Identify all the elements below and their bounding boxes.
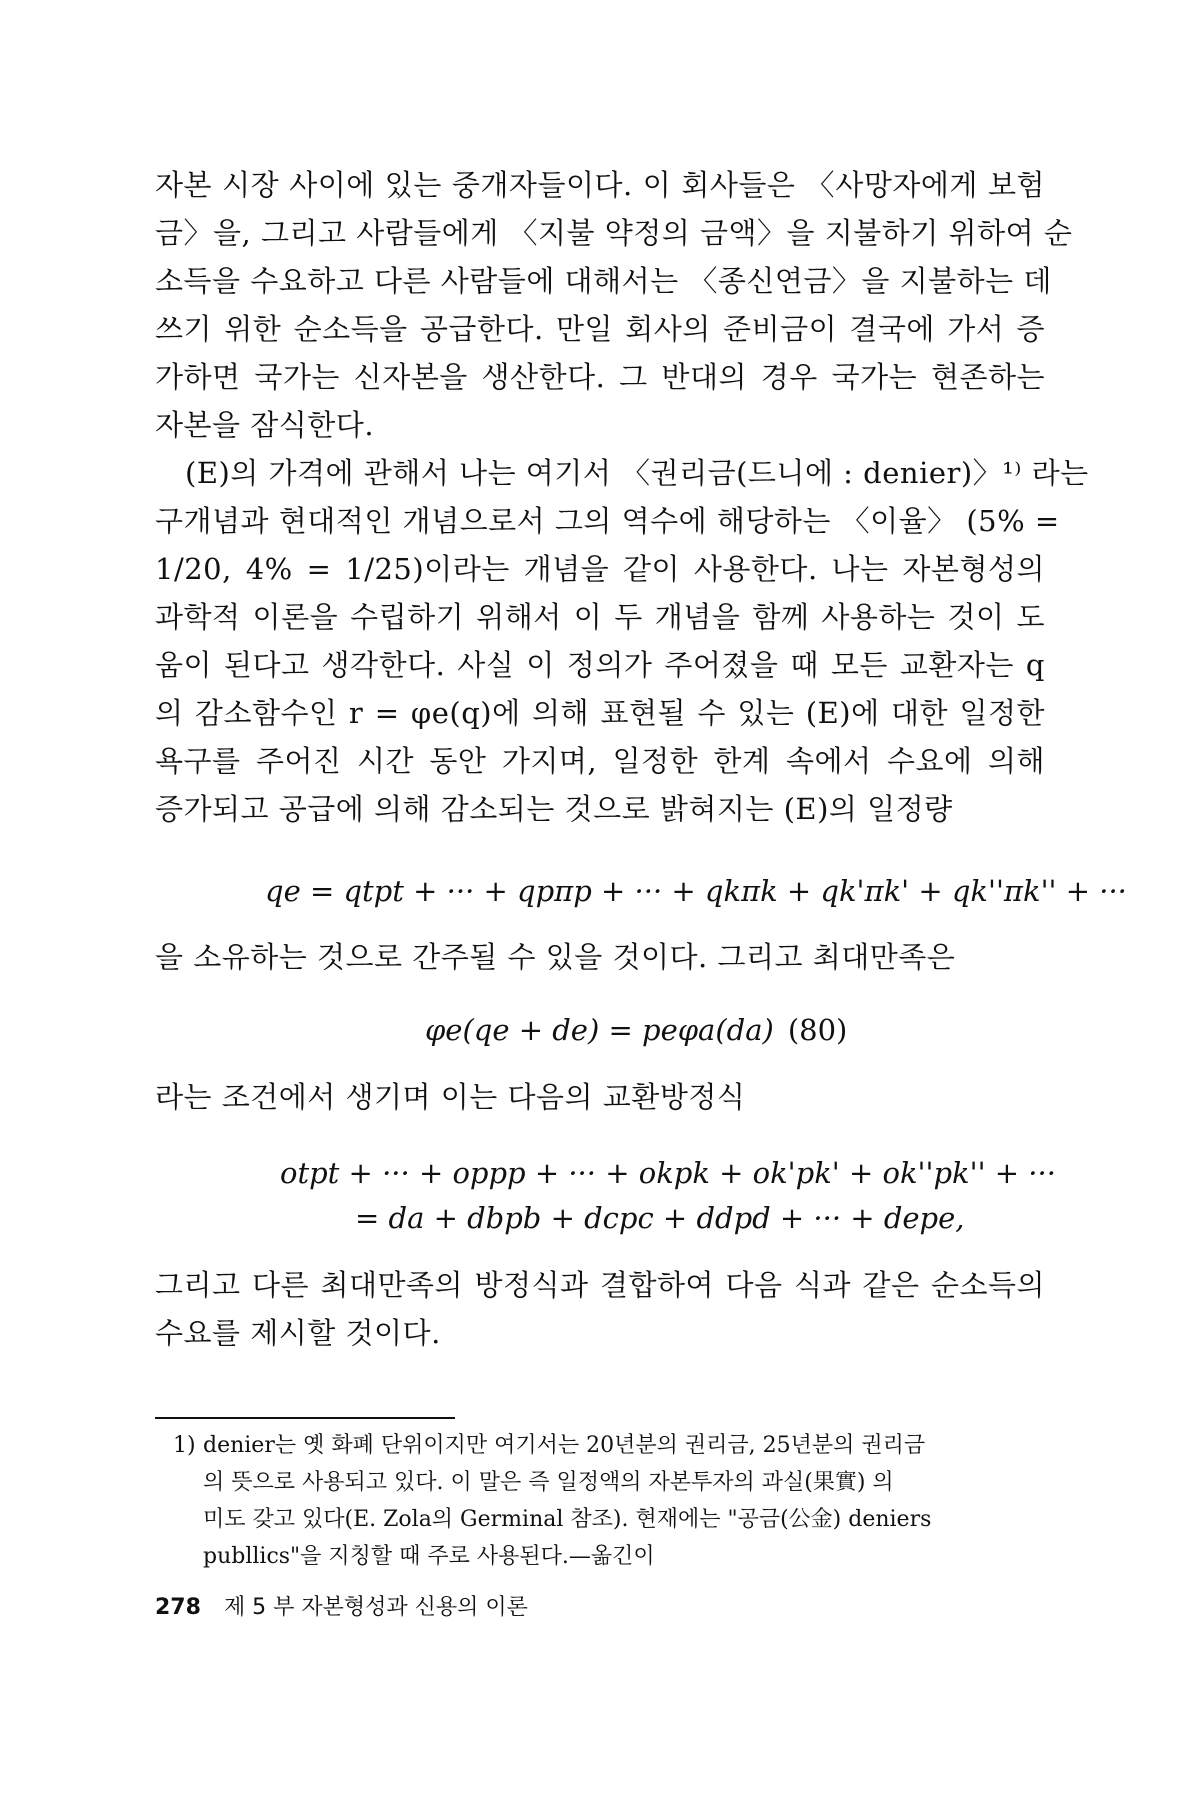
text-line: 수요를 제시할 것이다. bbox=[155, 1316, 441, 1350]
equation-holdings: qe = qtpt + ··· + qpπp + ··· + qkπk + qk'πk' + qk''πk'' + ··· bbox=[265, 874, 1127, 908]
text-line: 금〉을, 그리고 사람들에게 〈지불 약정의 금액〉을 지불하기 위하여 순 bbox=[155, 216, 1073, 250]
text-line: 자본 시장 사이에 있는 중개자들이다. 이 회사들은 〈사망자에게 보험 bbox=[155, 168, 1045, 202]
running-head: 제 5 부 자본형성과 신용의 이론 bbox=[223, 1595, 528, 1620]
text-line: 쓰기 위한 순소득을 공급한다. 만일 회사의 준비금이 결국에 가서 증 bbox=[155, 312, 1045, 346]
footnote-divider bbox=[155, 1417, 455, 1419]
equation-80 bbox=[425, 1010, 847, 1050]
text-line: 1/20, 4% = 1/25)이라는 개념을 같이 사용한다. 나는 자본형성의 bbox=[155, 552, 1045, 586]
text-line: (E)의 가격에 관해서 나는 여기서 〈권리금(드니에 : denier)〉¹⁾ 라는 bbox=[185, 456, 1089, 490]
text-line: 욕구를 주어진 시간 동안 가지며, 일정한 한계 속에서 수요에 의해 bbox=[155, 744, 1045, 778]
equation-body: φe(qe + de) = peφa(da) bbox=[425, 1013, 774, 1047]
footnote-text: 미도 갖고 있다(E. Zola의 Germinal 참조). 현재에는 "공금(公金) deniers bbox=[203, 1507, 932, 1532]
text-line: 그리고 다른 최대만족의 방정식과 결합하여 다음 식과 같은 순소득의 bbox=[155, 1268, 1045, 1302]
footnote-text: 의 뜻으로 사용되고 있다. 이 말은 즉 일정액의 자본투자의 과실(果實) 의 bbox=[203, 1470, 894, 1495]
footnote-number: 1) bbox=[173, 1433, 196, 1458]
text-line: 구개념과 현대적인 개념으로서 그의 역수에 해당하는 〈이율〉 (5% = bbox=[155, 504, 1060, 538]
text-line: 라는 조건에서 생기며 이는 다음의 교환방정식 bbox=[155, 1080, 746, 1114]
text-line: 증가되고 공급에 의해 감소되는 것으로 밝혀지는 (E)의 일정량 bbox=[155, 792, 953, 826]
text-line: 과학적 이론을 수립하기 위해서 이 두 개념을 함께 사용하는 것이 도 bbox=[155, 600, 1045, 634]
footnote-text: denier는 옛 화폐 단위이지만 여기서는 20년분의 권리금, 25년분의 권리금 bbox=[203, 1433, 926, 1458]
page-footer bbox=[155, 1590, 528, 1621]
equation-exchange-line-2: = da + dbpb + dcpc + ddpd + ··· + depe, bbox=[355, 1201, 965, 1235]
footnote-text: publlics"을 지칭할 때 주로 사용된다.—옮긴이 bbox=[203, 1544, 655, 1569]
text-line: 을 소유하는 것으로 간주될 수 있을 것이다. 그리고 최대만족은 bbox=[155, 940, 956, 974]
text-line: 소득을 수요하고 다른 사람들에 대해서는 〈종신연금〉을 지불하는 데 bbox=[155, 264, 1052, 298]
equation-number: (80) bbox=[787, 1013, 848, 1047]
text-line: 움이 된다고 생각한다. 사실 이 정의가 주어졌을 때 모든 교환자는 q bbox=[155, 648, 1045, 682]
page-number: 278 bbox=[155, 1595, 201, 1620]
equation-exchange-line-1: otpt + ··· + oppp + ··· + okpk + ok'pk' + ok''pk'' + ··· bbox=[280, 1156, 1056, 1190]
text-line: 자본을 잠식한다. bbox=[155, 408, 375, 442]
text-line: 의 감소함수인 r = φe(q)에 의해 표현될 수 있는 (E)에 대한 일정한 bbox=[155, 696, 1045, 730]
text-line: 가하면 국가는 신자본을 생산한다. 그 반대의 경우 국가는 현존하는 bbox=[155, 360, 1045, 394]
